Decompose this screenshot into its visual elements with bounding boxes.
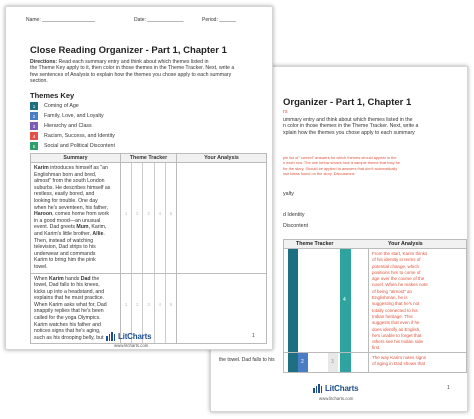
theme-swatch: 3	[30, 122, 38, 130]
summary-line: when he's seventeen, his father,	[34, 204, 108, 211]
tracker-box-5[interactable]: 5	[169, 211, 173, 216]
analysis-line: does identify as English,	[372, 326, 421, 332]
analysis-line: he's unable to forget that	[372, 332, 422, 338]
back-note-line: for the story. Should be applied to answers that don't automatically	[283, 165, 398, 171]
tracker-box-1[interactable]: 1	[121, 163, 132, 273]
analysis-line: totally connected to his	[372, 307, 418, 313]
theme-key-item	[30, 131, 115, 141]
back-analysis-header: Your Analysis	[388, 241, 423, 247]
theme-tracker-cell[interactable]	[121, 163, 177, 274]
litcharts-logo-icon	[106, 331, 115, 341]
back-logo-url: www.litcharts.com	[319, 396, 354, 401]
summary-text	[34, 165, 117, 271]
summary-line: Then, instead of watching	[34, 237, 94, 244]
theme-swatch: 1	[30, 102, 38, 110]
theme-label: Hierarchy and Class	[44, 123, 92, 129]
tracker-fill-4	[340, 353, 351, 372]
back-tracker-header: Theme Tracker	[296, 241, 334, 247]
tracker-box-3[interactable]: 3	[143, 274, 154, 344]
analysis-line: of his identity in terms of	[372, 257, 421, 263]
back-directions-line: xplain how the themes you chose apply to each summary	[283, 129, 415, 136]
summary-line: suburbs. He describes himself as	[34, 184, 111, 191]
directions-line: few sentences of Analysis to explain how the themes you chose apply to each summary	[30, 71, 232, 78]
analysis-line: suggests that even if he	[372, 320, 420, 326]
analysis-line: novel. When he makes note	[372, 282, 428, 288]
summary-line: in a good mood—an unusual	[34, 217, 101, 224]
theme-label: Coming of Age	[44, 103, 79, 109]
directions-line: Read each summary entry and think about which themes listed in	[57, 59, 209, 65]
back-note-line: ple list of "correct" answers for which themes should appear in the	[283, 155, 397, 160]
back-theme-fragment: yalty	[283, 191, 294, 197]
summary-line: Karim to bring him the pink	[34, 257, 96, 264]
back-page-number: 1	[447, 385, 450, 391]
tracker-box-4[interactable]: 4	[155, 163, 166, 273]
summary-line: snappily replies that he's been	[34, 308, 104, 315]
summary-line: looking for trouble. One day	[34, 197, 98, 204]
tracker-box-2[interactable]: 2	[132, 274, 143, 344]
tracker-box-1[interactable]: 1	[121, 274, 132, 344]
summary-line: such as his drooping belly, but	[34, 334, 104, 341]
litcharts-logo	[106, 331, 151, 341]
logo-text: LitCharts	[325, 383, 359, 393]
tracker-number: 3	[331, 359, 334, 365]
table-row	[31, 163, 267, 274]
back-theme-fragment: d Identity	[283, 212, 305, 218]
themes-key-list	[30, 101, 115, 151]
analysis-line: positions him to come of	[372, 269, 421, 275]
theme-swatch: 4	[30, 132, 38, 140]
summary-line: almost" from the south London	[34, 178, 105, 185]
summary-header: Summary	[31, 154, 121, 163]
back-analysis-text-2	[372, 355, 467, 367]
summary-line: Karim watches his father and	[34, 321, 101, 328]
summary-line: restless, easily bored, and	[34, 191, 95, 198]
summary-line: towel.	[34, 263, 48, 270]
theme-key-item	[30, 141, 115, 151]
back-directions-line: ummary entry and think about which themes listed in the	[283, 117, 413, 123]
analysis-line: The way Karim notes signs	[372, 355, 427, 360]
tracker-box-4[interactable]: 4	[155, 274, 166, 344]
back-table-header	[283, 239, 467, 249]
back-note-line: nse ideas found on the story. Discussions	[283, 170, 355, 176]
directions-line: the Theme Key apply to it, then color in those themes in the Theme Tracker. Next, write a	[30, 65, 235, 72]
analysis-line: From the start, Karim thinks	[372, 251, 428, 256]
analysis-cell[interactable]	[177, 163, 267, 274]
tracker-fill-1	[288, 249, 298, 352]
analysis-line: age over the course of the	[372, 276, 425, 282]
name-field: Name: ___________________	[26, 17, 95, 23]
back-page-subtitle-fragment: rs	[283, 109, 288, 115]
back-theme-fragment: Discontent	[283, 223, 309, 229]
summary-line: underwear and commands	[34, 250, 96, 257]
themes-key-title: Themes Key	[30, 91, 75, 100]
theme-key-item	[30, 101, 115, 111]
tracker-number: 2	[301, 359, 304, 365]
back-litcharts-logo	[313, 383, 358, 393]
column-divider	[368, 249, 369, 352]
directions-line: section.	[30, 77, 48, 84]
summary-text	[34, 276, 117, 342]
back-page-title: Organizer - Part 1, Chapter 1	[283, 97, 412, 108]
logo-text: LitCharts	[118, 331, 152, 341]
summary-line: towel, Dad falls to his knees,	[34, 282, 100, 289]
theme-key-item	[30, 111, 115, 121]
summary-line: Haroon, comes home from work	[34, 211, 109, 218]
back-table-row	[283, 353, 467, 373]
page-title: Close Reading Organizer - Part 1, Chapter 1	[30, 45, 227, 56]
back-analysis-text	[372, 251, 467, 352]
summary-line: called for the yoga Olympics.	[34, 315, 101, 322]
summary-line: When Karim asks what for, Dad	[34, 301, 107, 308]
back-note-line: n each row. The one below shows how a sample theme that may be	[283, 160, 400, 166]
directions	[30, 59, 270, 84]
analysis-header: Your Analysis	[177, 154, 267, 163]
period-field: Period: ______	[202, 17, 236, 23]
back-teacher-note	[283, 155, 467, 176]
summary-line: event. Dad greets Mum, Karim,	[34, 224, 107, 231]
analysis-line: of aging in Dad shows that	[372, 361, 426, 366]
organizer-table	[30, 153, 267, 344]
theme-swatch: 5	[30, 142, 38, 150]
tracker-number: 4	[343, 297, 346, 303]
logo-url: www.litcharts.com	[114, 343, 149, 348]
analysis-line: Englishman, he is	[372, 295, 408, 301]
tracker-header: Theme Tracker	[121, 154, 177, 163]
analysis-line: first.	[372, 345, 381, 351]
theme-label: Racism, Success, and Identity	[44, 133, 115, 139]
directions-label: Directions:	[30, 59, 58, 65]
back-directions-line: n color in those themes in the Theme Tracker. Next, write a	[283, 123, 419, 130]
summary-line: Karim introduces himself as "an	[34, 165, 108, 171]
theme-key-item	[30, 121, 115, 131]
front-page	[5, 6, 273, 350]
column-divider	[368, 353, 369, 372]
summary-line: kicks up into a headstand, and	[34, 288, 105, 295]
tracker-box-2[interactable]: 2	[132, 163, 143, 273]
theme-label: Family, Love, and Loyalty	[44, 113, 104, 119]
summary-line: When Karim hands Dad the	[34, 275, 100, 282]
analysis-line: of being "almost" an	[372, 288, 412, 294]
back-directions	[283, 117, 467, 136]
page-number: 1	[252, 333, 255, 339]
theme-label: Social and Political Discontent	[44, 143, 115, 149]
summary-line: notices signs that he's aging,	[34, 328, 101, 335]
table-header-row	[31, 154, 267, 163]
tracker-box-3[interactable]: 3	[143, 163, 154, 273]
analysis-line: Indian heritage. This	[372, 313, 413, 319]
summary-line: television, Dad strips to his	[34, 244, 96, 251]
back-summary-fragment: the towel. Dad falls to his	[219, 357, 275, 363]
date-field: Date: _____________	[134, 17, 184, 23]
summary-line: explains that he must practice.	[34, 295, 105, 302]
back-table-row	[283, 249, 467, 353]
analysis-line: suggesting that he's not	[372, 301, 420, 307]
summary-line: and Karim's little brother, Allie.	[34, 230, 105, 237]
analysis-line: potential change, which	[372, 263, 420, 269]
litcharts-logo-icon	[313, 383, 322, 393]
summary-line: Englishman born and bred,	[34, 171, 97, 178]
analysis-line: others see his Indian side	[372, 339, 424, 345]
tracker-fill-1	[288, 353, 298, 372]
tracker-box-5[interactable]: 5	[169, 301, 173, 307]
summary-cell	[31, 163, 121, 274]
theme-swatch: 2	[30, 112, 38, 120]
